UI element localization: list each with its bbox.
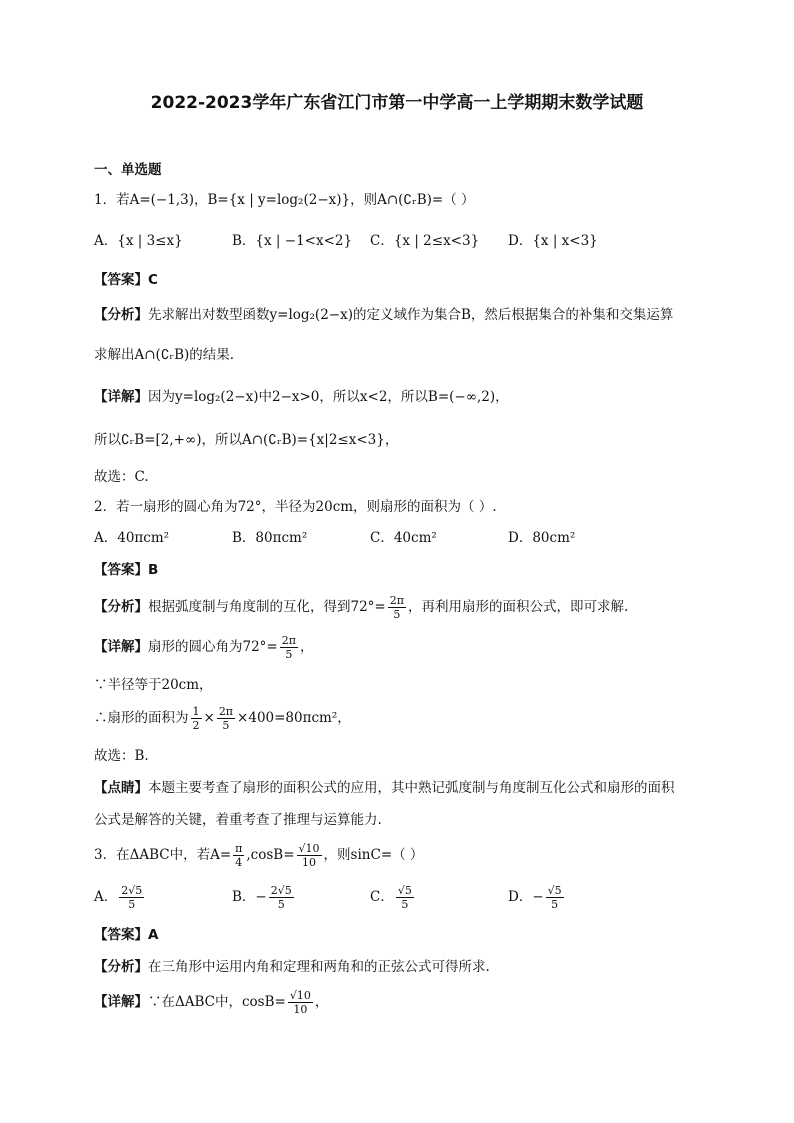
q3-option-d-label: D．− <box>508 889 544 905</box>
q1-answer: 【答案】C <box>94 272 158 288</box>
q1-option-d: D．{x | x<3} <box>508 233 598 249</box>
q3-option-a-label: A． <box>94 889 118 905</box>
q3-option-a <box>94 882 146 912</box>
q2-area-fraction-1 <box>191 705 202 732</box>
q3-stem-fraction-a <box>233 842 244 869</box>
q2-area-pre: ∴扇形的面积为 <box>94 710 189 726</box>
q2-area-line <box>94 703 351 733</box>
q2-area-f1-den: 2 <box>192 719 200 732</box>
q1-analysis-tag: 【分析】 <box>94 307 148 323</box>
q2-option-b: B．80πcm² <box>232 530 308 546</box>
q3-option-c-num: √5 <box>397 884 412 897</box>
q2-choose: 故选：B. <box>94 748 149 764</box>
q2-comment-line-2: 公式是解答的关键，着重考查了推理与运算能力. <box>94 812 382 828</box>
q2-detail-tag: 【详解】 <box>94 639 148 655</box>
q1-detail-line-1 <box>94 387 509 407</box>
q3-analysis-text: 在三角形中运用内角和定理和两角和的正弦公式可得所求. <box>148 959 490 975</box>
q3-stem-b-num: √10 <box>298 842 320 855</box>
q1-detail-line-2: 所以∁ᵣB=[2,+∞)，所以A∩(∁ᵣB)={x|2≤x<3}， <box>94 432 399 448</box>
q3-analysis-line <box>94 957 490 977</box>
q2-comment-text-1: 本题主要考查了扇形的面积公式的应用，其中熟记弧度制与角度制互化公式和扇形的面积 <box>148 780 675 796</box>
q2-detail-line <box>94 632 313 662</box>
q3-detail-pre: ∵在ΔABC中，cosB= <box>148 994 286 1010</box>
q2-comment-tag: 【点睛】 <box>94 780 148 796</box>
q3-stem-post: ，则sinC=（ ） <box>323 847 424 863</box>
q2-stem: 2．若一扇形的圆心角为72°，半径为20cm，则扇形的面积为（ ）. <box>94 499 497 515</box>
q1-option-a: A．{x | 3≤x} <box>94 233 183 249</box>
q3-option-d-fraction <box>546 884 564 911</box>
q3-detail-den: 10 <box>293 1003 308 1016</box>
section-heading: 一、单选题 <box>94 162 162 178</box>
q3-option-c-label: C． <box>370 889 394 905</box>
q3-option-b-fraction <box>269 884 294 911</box>
q3-stem-a-num: π <box>235 842 243 855</box>
q3-detail-line <box>94 987 328 1017</box>
q2-area-f2-den: 5 <box>222 719 230 732</box>
q2-area-mid: × <box>203 710 215 726</box>
q3-option-b-num: 2√5 <box>270 884 292 897</box>
q3-answer: 【答案】A <box>94 927 159 943</box>
q2-detail-fraction <box>280 634 298 661</box>
q3-detail-num: √10 <box>289 989 311 1002</box>
q1-analysis-text-1: 先求解出对数型函数y=log₂(2−x)的定义域作为集合B，然后根据集合的补集和交集运算 <box>148 307 674 323</box>
q2-area-fraction-2 <box>217 705 235 732</box>
q2-option-c: C．40cm² <box>370 530 437 546</box>
q2-detail-post: ， <box>299 639 314 655</box>
q1-stem: 1．若A=(−1,3)，B={x | y=log₂(2−x)}，则A∩(∁ᵣB)=（ ） <box>94 192 475 208</box>
q3-option-a-fraction <box>119 884 144 911</box>
q1-detail-tag: 【详解】 <box>94 389 148 405</box>
q2-analysis-den: 5 <box>393 608 401 621</box>
q3-option-b-label: B．− <box>232 889 267 905</box>
q1-option-c: C．{x | 2≤x<3} <box>370 233 480 249</box>
q3-stem-b-den: 10 <box>302 856 317 869</box>
q2-analysis-tag: 【分析】 <box>94 599 148 615</box>
q1-analysis-line-1 <box>94 305 673 325</box>
q3-analysis-tag: 【分析】 <box>94 959 148 975</box>
q3-option-c-den: 5 <box>401 898 409 911</box>
q3-stem-mid: ,cosB= <box>246 847 295 863</box>
q3-stem <box>94 840 423 870</box>
q3-option-b-den: 5 <box>277 898 285 911</box>
q2-analysis-line <box>94 592 628 622</box>
q2-area-post: ×400=80πcm²， <box>237 710 351 726</box>
q2-analysis-num: 2π <box>389 594 404 607</box>
q3-option-d <box>508 882 566 912</box>
q2-area-f2-num: 2π <box>218 705 234 718</box>
q3-option-a-den: 5 <box>128 898 136 911</box>
q3-option-c <box>370 882 416 912</box>
q3-stem-pre: 3．在ΔABC中，若A= <box>94 847 232 863</box>
q2-option-a: A．40πcm² <box>94 530 170 546</box>
q3-option-a-num: 2√5 <box>121 884 143 897</box>
q3-detail-fraction <box>288 989 313 1016</box>
q3-option-b <box>232 882 296 912</box>
q2-detail-num: 2π <box>281 634 296 647</box>
q2-option-d: D．80cm² <box>508 530 576 546</box>
q2-answer: 【答案】B <box>94 562 159 578</box>
q3-option-d-num: √5 <box>547 884 562 897</box>
q2-comment-line-1 <box>94 778 675 798</box>
q3-detail-post: ， <box>314 994 329 1010</box>
q1-option-b: B．{x | −1<x<2} <box>232 233 353 249</box>
q2-area-f1-num: 1 <box>192 705 200 718</box>
q2-detail-den: 5 <box>285 648 293 661</box>
q3-stem-fraction-b <box>297 842 322 869</box>
q2-detail-pre: 扇形的圆心角为72°= <box>148 639 278 655</box>
q3-option-d-den: 5 <box>551 898 559 911</box>
q3-stem-a-den: 4 <box>235 856 243 869</box>
q1-detail-text-1: 因为y=log₂(2−x)中2−x>0，所以x<2，所以B=(−∞,2)， <box>148 389 509 405</box>
q3-option-c-fraction <box>396 884 414 911</box>
q1-analysis-line-2: 求解出A∩(∁ᵣB)的结果. <box>94 347 235 363</box>
q2-analysis-pre: 根据弧度制与角度制的互化，得到72°= <box>148 599 386 615</box>
q1-choose: 故选：C. <box>94 469 149 485</box>
q3-detail-tag: 【详解】 <box>94 994 148 1010</box>
q2-analysis-fraction <box>388 594 406 621</box>
q2-analysis-post: ，再利用扇形的面积公式，即可求解. <box>407 599 629 615</box>
q2-radius-line: ∵半径等于20cm， <box>94 677 213 693</box>
document-title: 2022-2023学年广东省江门市第一中学高一上学期期末数学试题 <box>150 93 644 113</box>
